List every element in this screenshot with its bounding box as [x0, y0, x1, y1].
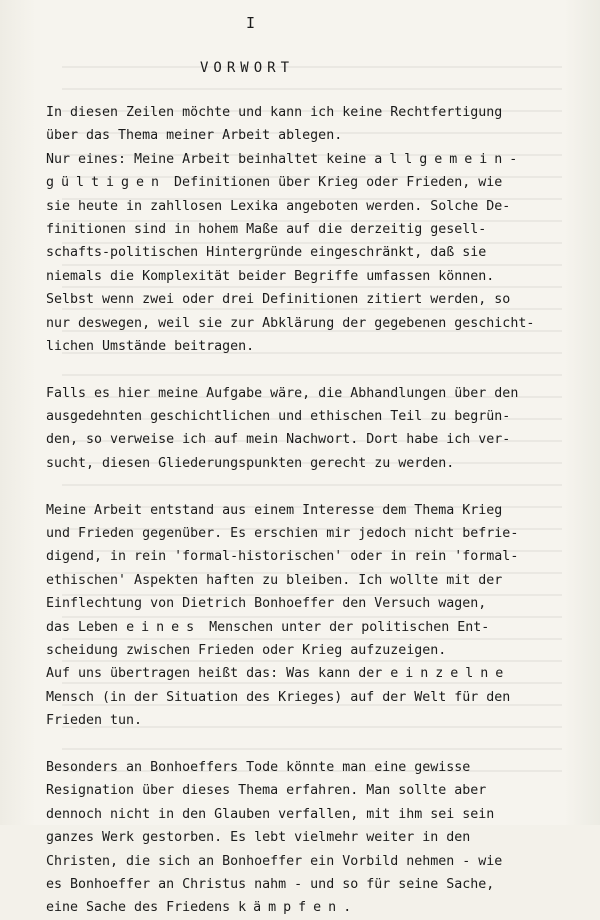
text-run: es Bonhoeffer an Christus nahm - und so für seine Sache, [46, 876, 495, 892]
text-line [46, 639, 586, 662]
text-run: ausgedehnten geschichtlichen und ethischen Teil zu begrün- [46, 409, 511, 425]
text-line [46, 428, 586, 451]
text-line [46, 592, 586, 615]
text-line [46, 826, 586, 849]
paragraph-gap [46, 475, 586, 498]
paragraph [46, 756, 586, 920]
text-run: Meine Arbeit entstand aus einem Interesse dem Thema Krieg [46, 502, 503, 518]
text-run: Auf uns übertragen heißt das: Was kann der [46, 666, 391, 682]
text-line [46, 288, 586, 311]
text-run: den, so verweise ich auf mein Nachwort. Dort habe ich ver- [46, 432, 511, 448]
text-line [46, 850, 586, 873]
text-line [46, 896, 586, 919]
text-line [46, 405, 586, 428]
body-text [46, 101, 586, 920]
text-run: Nur eines: Meine Arbeit beinhaltet keine [46, 151, 375, 167]
text-run: digend, in rein 'formal-historischen' oder in rein 'formal- [46, 549, 519, 565]
text-line [46, 218, 586, 241]
text-run: das Leben [46, 619, 127, 635]
text-run: schafts-politischen Hintergründe eingeschränkt, daß sie [46, 245, 487, 261]
spaced-emphasis: eines [126, 619, 202, 635]
text-line [46, 171, 586, 194]
text-line [46, 241, 586, 264]
text-run: Christen, die sich an Bonhoeffer ein Vorbild nehmen - wie [46, 853, 503, 869]
text-line [46, 124, 586, 147]
text-run: . [343, 900, 352, 916]
text-line [46, 779, 586, 802]
paragraph-gap [46, 358, 586, 381]
text-run: dennoch nicht in den Glauben verfallen, mit ihm sei sein [46, 806, 495, 822]
text-line [46, 569, 586, 592]
text-line [46, 148, 586, 171]
text-run: Definitionen über Krieg oder Frieden, wie [166, 175, 503, 191]
text-line [46, 522, 586, 545]
text-line [46, 101, 586, 124]
text-line [46, 499, 586, 522]
text-line [46, 709, 586, 732]
text-line [46, 312, 586, 335]
text-run: Menschen unter der politischen Ent- [201, 619, 490, 635]
text-run: Frieden tun. [46, 713, 143, 729]
text-line [46, 382, 586, 405]
text-run: sie heute in zahllosen Lexika angeboten werden. Solche De- [46, 198, 511, 214]
text-line [46, 662, 586, 685]
text-run: Resignation über dieses Thema erfahren. Man sollte aber [46, 783, 487, 799]
text-line [46, 616, 586, 639]
text-run: ganzes Werk gestorben. Es lebt vielmehr weiter in den [46, 830, 471, 846]
text-line [46, 452, 586, 475]
page-number: I [246, 14, 256, 32]
text-run: lichen Umstände beitragen. [46, 338, 255, 354]
paragraph [46, 382, 586, 476]
text-run: eine Sache des Friedens [46, 900, 239, 916]
text-run: niemals die Komplexität beider Begriffe umfassen können. [46, 268, 495, 284]
text-line [46, 756, 586, 779]
text-run: Selbst wenn zwei oder drei Definitionen zitiert werden, so [46, 292, 511, 308]
text-line [46, 873, 586, 896]
text-line [46, 803, 586, 826]
text-run: finitionen sind in hohem Maße auf die derzeitig gesell- [46, 221, 487, 237]
text-run: und Frieden gegenüber. Es erschien mir jedoch nicht befrie- [46, 526, 519, 542]
spaced-emphasis: allgemein- [374, 151, 525, 167]
text-line [46, 195, 586, 218]
spaced-emphasis: einzelne [390, 666, 511, 682]
spaced-emphasis: gültigen [46, 175, 167, 191]
text-line [46, 335, 586, 358]
text-line [46, 265, 586, 288]
text-run: scheidung zwischen Frieden oder Krieg aufzuzeigen. [46, 642, 447, 658]
text-line [46, 686, 586, 709]
text-run: Einflechtung von Dietrich Bonhoeffer den Versuch wagen, [46, 596, 487, 612]
text-run: sucht, diesen Gliederungspunkten gerecht zu werden. [46, 455, 455, 471]
paragraph-gap [46, 733, 586, 756]
text-run: ethischen' Aspekten haften zu bleiben. Ich wollte mit der [46, 572, 503, 588]
text-run: Falls es hier meine Aufgabe wäre, die Abhandlungen über den [46, 385, 519, 401]
text-run: nur deswegen, weil sie zur Abklärung der gegebenen geschicht- [46, 315, 535, 331]
text-run: In diesen Zeilen möchte und kann ich keine Rechtfertigung [46, 105, 503, 120]
text-line [46, 545, 586, 568]
text-run: über das Thema meiner Arbeit ablegen. [46, 128, 343, 144]
text-run: Besonders an Bonhoeffers Tode könnte man eine gewisse [46, 759, 471, 775]
text-run: Mensch (in der Situation des Krieges) auf der Welt für den [46, 689, 511, 705]
spaced-emphasis: kämpfen [238, 900, 344, 916]
page-heading: VORWORT [200, 60, 295, 76]
paragraph [46, 101, 586, 358]
paragraph [46, 499, 586, 733]
